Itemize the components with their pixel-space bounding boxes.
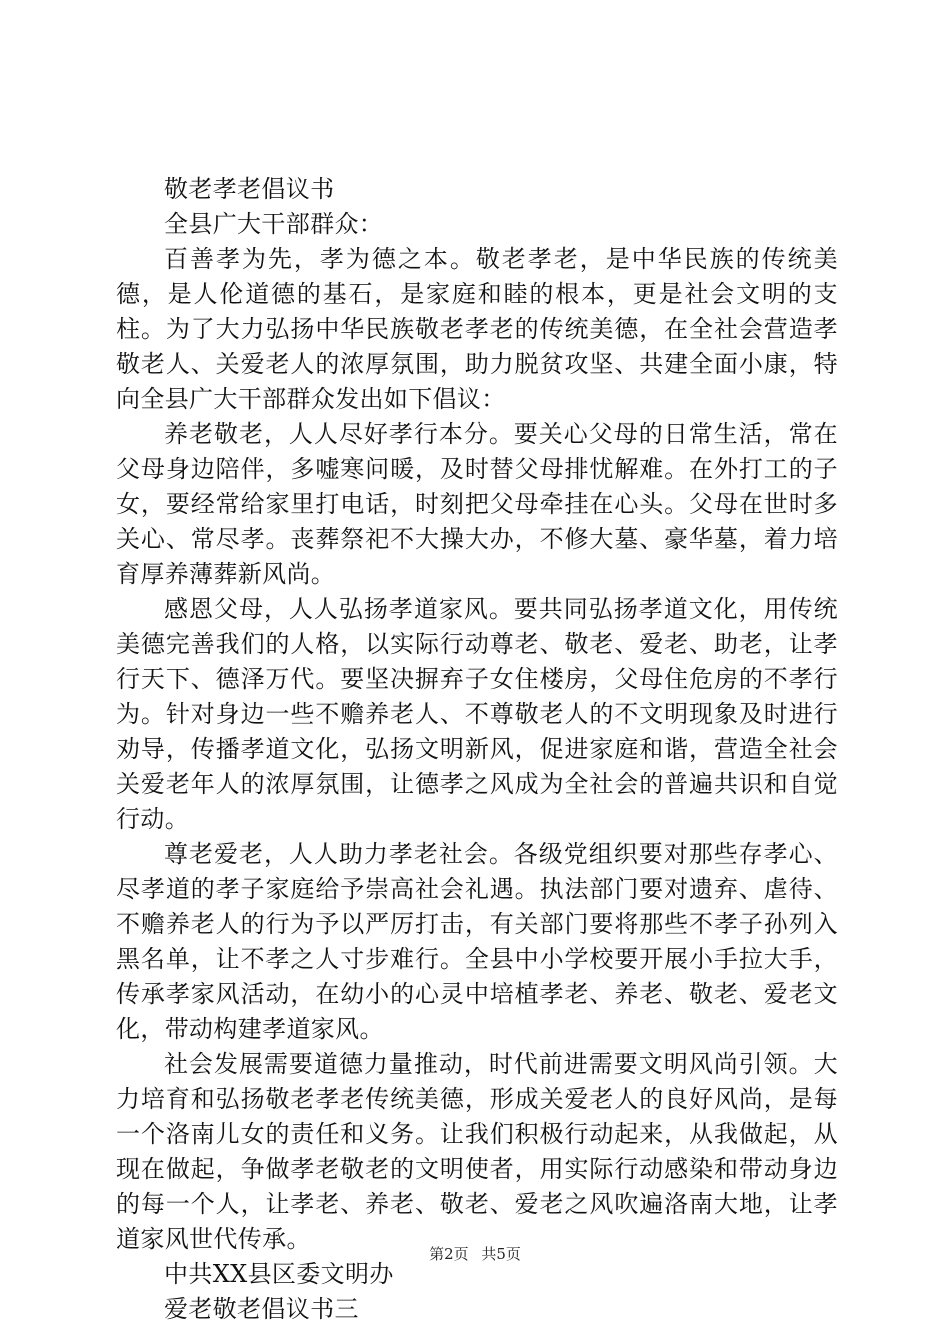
paragraph: 社会发展需要道德力量推动，时代前进需要文明风尚引领。大力培育和弘扬敬老孝老传统美德，形成关爱老人的良好风尚，是每一个洛南儿女的责任和义务。让我们积极行动起来，从我做起，从现在做起，争做孝老敬老的文明使者，用实际行动感染和带动身边的每一个人，让孝老、养老、敬老、爱老之风吹遍洛南大地，让孝道家风世代传承。 <box>116 1050 838 1253</box>
signature: 中共XX县区委文明办 <box>164 1260 394 1288</box>
document-body <box>116 172 838 1327</box>
paragraph: 养老敬老，人人尽好孝行本分。要关心父母的日常生活，常在父母身边陪伴，多嘘寒问暖，及时替父母排忧解难。在外打工的子女，要经常给家里打电话，时刻把父母牵挂在心头。父母在世时多关心、常尽孝。丧葬祭祀不大操大办，不修大墓、豪华墓，着力培育厚养薄葬新风尚。 <box>116 420 838 588</box>
document-title: 敬老孝老倡议书 <box>164 175 335 203</box>
salutation: 全县广大干部群众： <box>164 210 384 238</box>
paragraph: 感恩父母，人人弘扬孝道家风。要共同弘扬孝道文化，用传统美德完善我们的人格，以实际行动尊老、敬老、爱老、助老，让孝行天下、德泽万代。要坚决摒弃子女住楼房，父母住危房的不孝行为。针对身边一些不赡养老人、不尊敬老人的不文明现象及时进行劝导，传播孝道文化，弘扬文明新风，促进家庭和谐，营造全社会关爱老年人的浓厚氛围，让德孝之风成为全社会的普遍共识和自觉行动。 <box>116 595 838 833</box>
paragraph: 尊老爱老，人人助力孝老社会。各级党组织要对那些存孝心、尽孝道的孝子家庭给予崇高社会礼遇。执法部门要对遗弃、虐待、不赡养老人的行为予以严厉打击，有关部门要将那些不孝子孙列入黑名单，让不孝之人寸步难行。全县中小学校要开展小手拉大手，传承孝家风活动，在幼小的心灵中培植孝老、养老、敬老、爱老文化，带动构建孝道家风。 <box>116 840 838 1043</box>
next-section-title: 爱老敬老倡议书三 <box>164 1295 359 1323</box>
paragraph: 百善孝为先，孝为德之本。敬老孝老，是中华民族的传统美德，是人伦道德的基石，是家庭和睦的根本，更是社会文明的支柱。为了大力弘扬中华民族敬老孝老的传统美德，在全社会营造孝敬老人、关爱老人的浓厚氛围，助力脱贫攻坚、共建全面小康，特向全县广大干部群众发出如下倡议： <box>116 245 838 413</box>
page-number: 第2页 <box>429 1245 469 1263</box>
page-total: 共5页 <box>481 1245 521 1263</box>
page-footer <box>0 1244 950 1264</box>
